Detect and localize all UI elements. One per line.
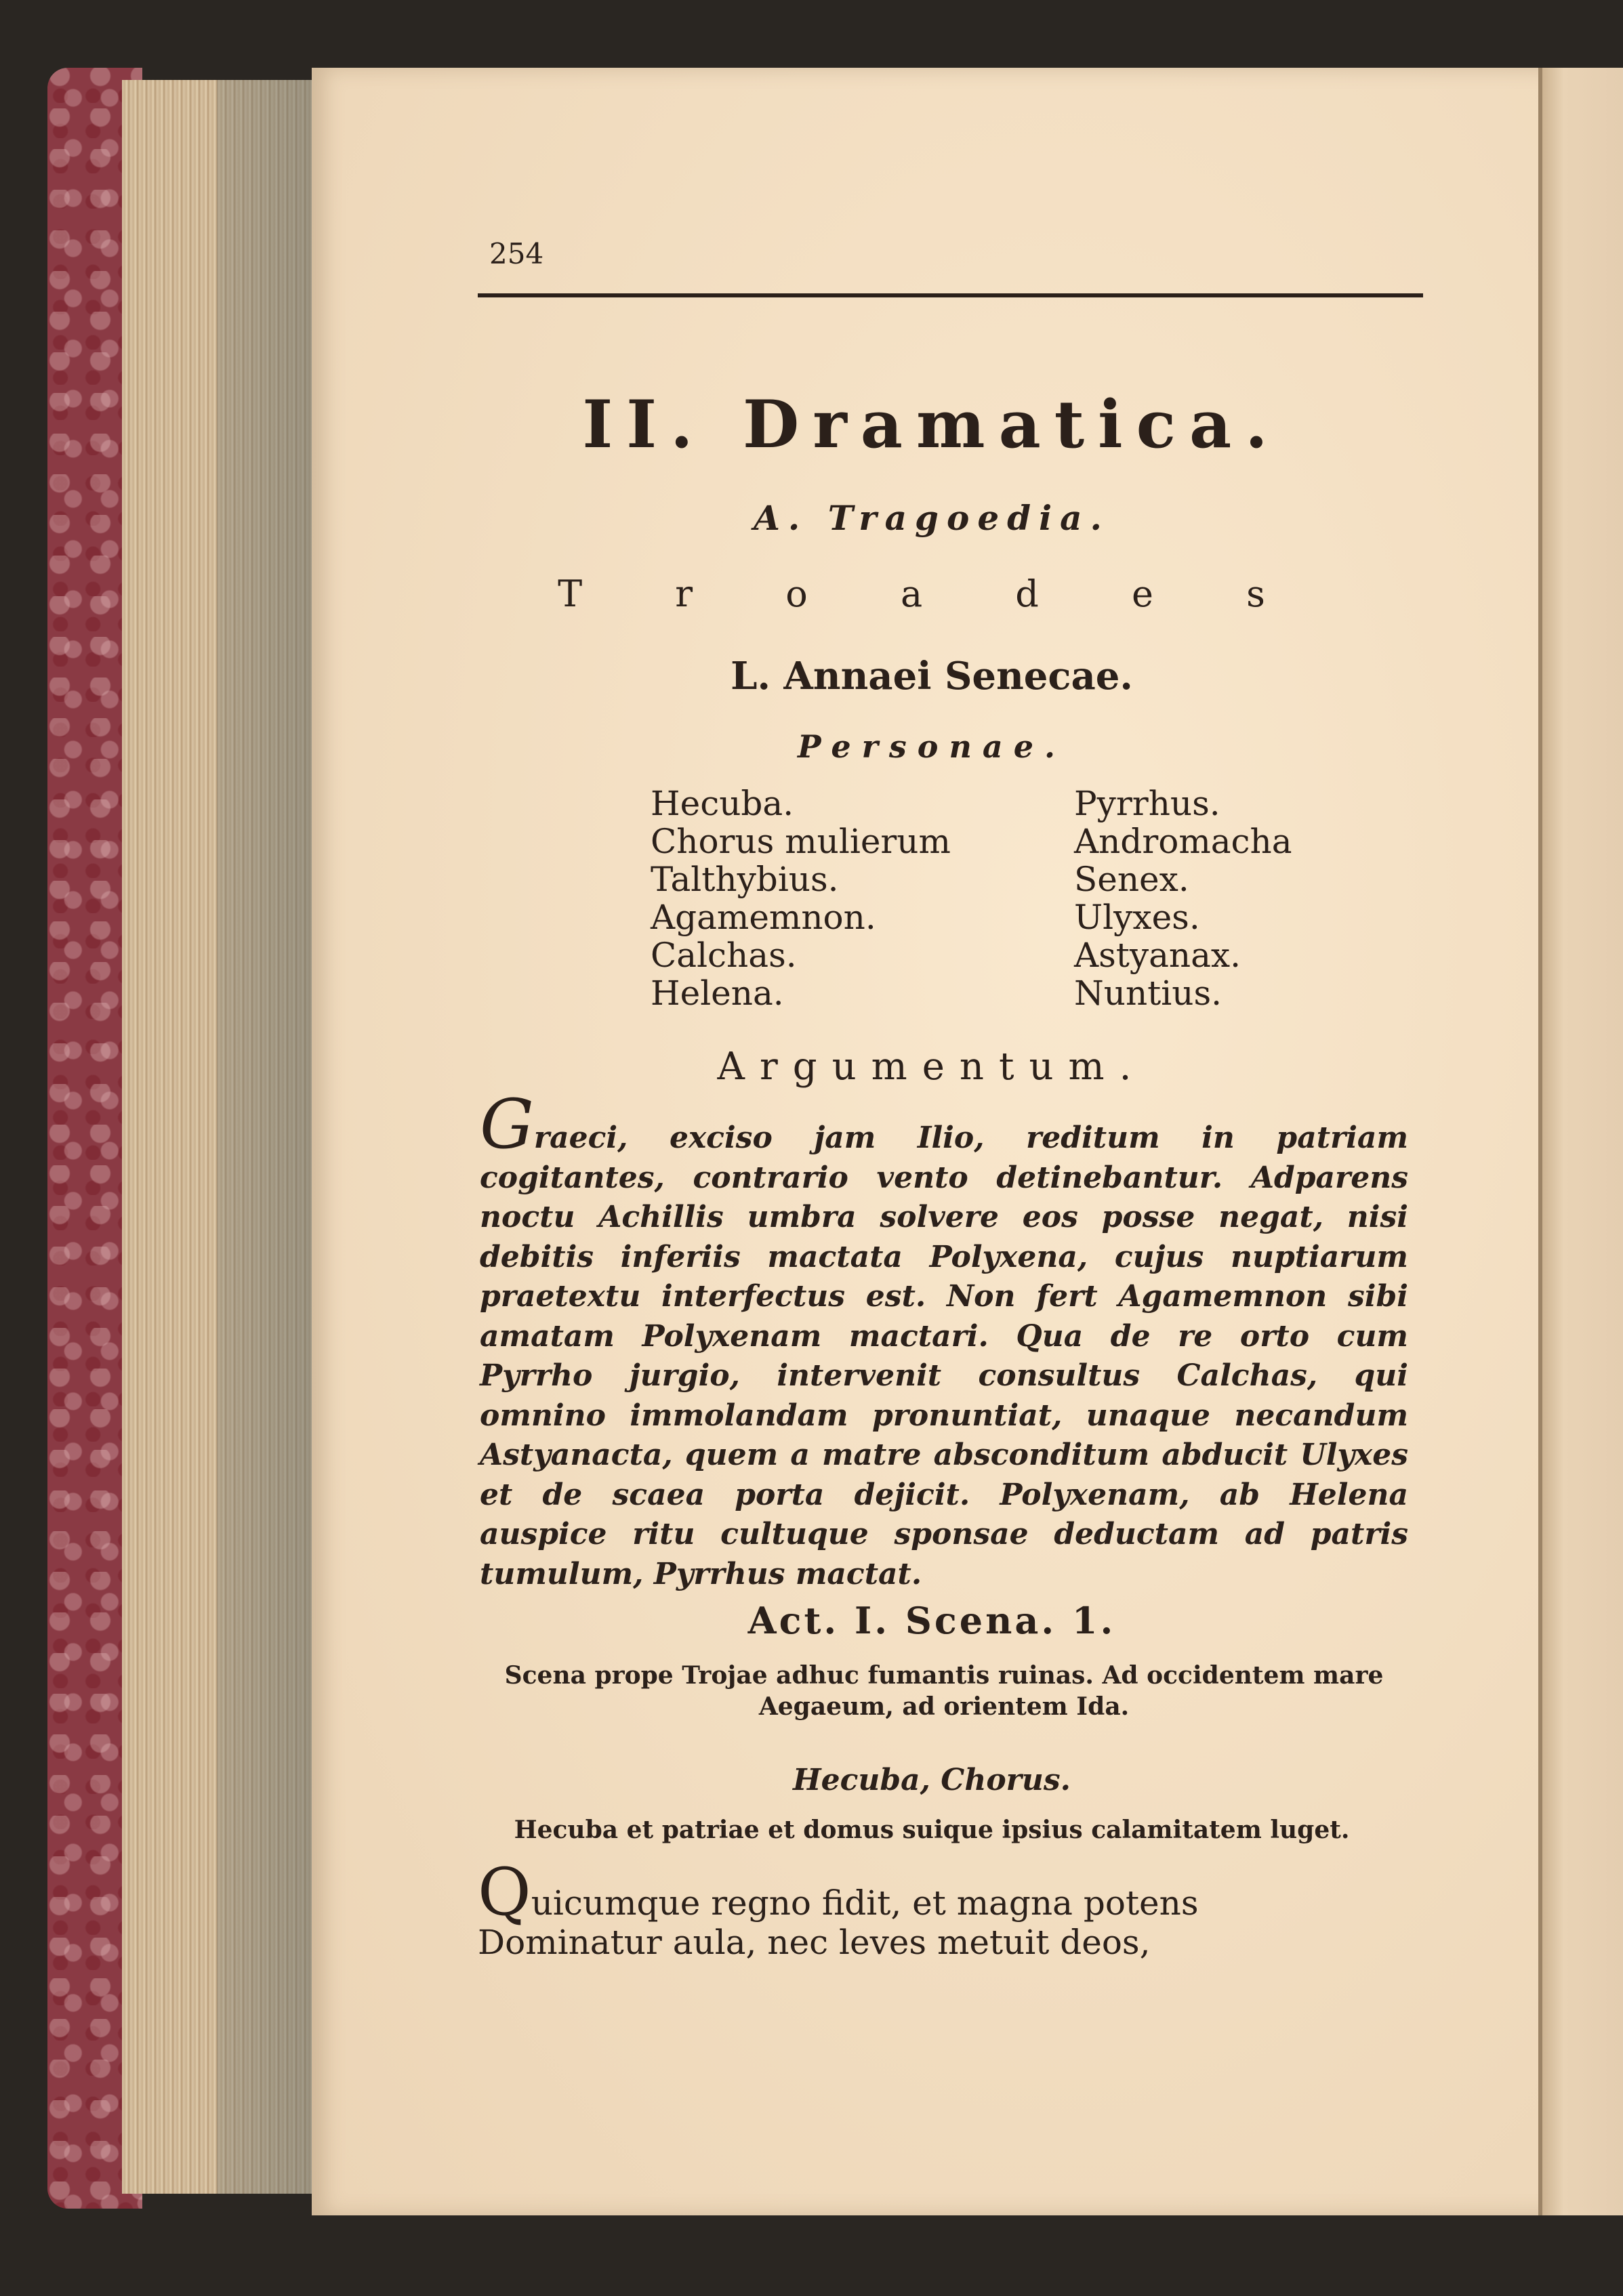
persona-item: Pyrrhus.	[1074, 784, 1220, 823]
persona-item: Calchas.	[651, 936, 797, 975]
page-edges-shadow	[217, 80, 325, 2194]
scene-setting: Scena prope Trojae adhuc fumantis ruinas. Ad occidentem mare Aegaeum, ad orientem Ida.	[504, 1661, 1384, 1721]
header-rule	[478, 293, 1423, 297]
personae-label: Personae.	[798, 728, 1066, 765]
argument-initial: G	[480, 1085, 534, 1164]
scene-description: Hecuba et patriae et domus suique ipsius calamitatem luget.	[514, 1816, 1350, 1844]
argument-heading: Argumentum.	[717, 1045, 1147, 1089]
persona-item: Chorus mulierum	[651, 822, 951, 861]
persona-item: Agamemnon.	[651, 898, 876, 937]
page-number: 254	[489, 237, 544, 270]
act-heading: Act. I. Scena. 1.	[747, 1599, 1116, 1642]
persona-item: Astyanax.	[1074, 936, 1241, 975]
chapter-heading: II. Dramatica.	[582, 386, 1281, 463]
section-heading	[312, 498, 1552, 538]
verse-initial: Q	[478, 1854, 531, 1930]
persona-item: Andromacha	[1074, 822, 1292, 861]
persona-item: Hecuba.	[651, 784, 794, 823]
section-heading-text: A. Tragoedia.	[754, 498, 1110, 538]
play-title: T r o a d e s	[558, 572, 1306, 615]
personae-left-column	[651, 785, 951, 1012]
verse-line-text: uicumque regno fidit, et magna potens	[531, 1883, 1199, 1923]
argument-text: raeci, exciso jam Ilio, reditum in patriam cogitantes, contrario vento detinebantur. Adparens noctu Achillis umbra solvere eos posse negat, nisi debitis inferiis mactata Polyxena, cujus nuptiarum praetextu interfectus est. Non fert Agamemnon sibi amatam Polyxenam mactari. Qua de re orto cum Pyrrho jurgio, intervenit consultus Calchas, qui omnino immolandam pronuntiat, unaque necandum Astyanacta, quem a matre absconditum abducit Ulyxes et de scaea porta dejicit. Polyxenam, ab Helena auspice ritu cultuque sponsae deductam ad patris tumulum, Pyrrhus mactat.	[480, 1121, 1408, 1591]
verse-line	[478, 1854, 1199, 1930]
speakers: Hecuba, Chorus.	[793, 1763, 1071, 1797]
argument-paragraph	[480, 1085, 1408, 1594]
persona-item: Helena.	[651, 974, 784, 1013]
persona-item: Nuntius.	[1074, 974, 1222, 1013]
persona-item: Talthybius.	[651, 860, 839, 899]
verse-block	[478, 1854, 1199, 1962]
author-line: L. Annaei Senecae.	[731, 654, 1133, 698]
persona-item: Senex.	[1074, 860, 1189, 899]
verse-line: Dominatur aula, nec leves metuit deos,	[478, 1923, 1151, 1962]
personae-right-column	[1074, 785, 1292, 1012]
persona-item: Ulyxes.	[1074, 898, 1200, 937]
